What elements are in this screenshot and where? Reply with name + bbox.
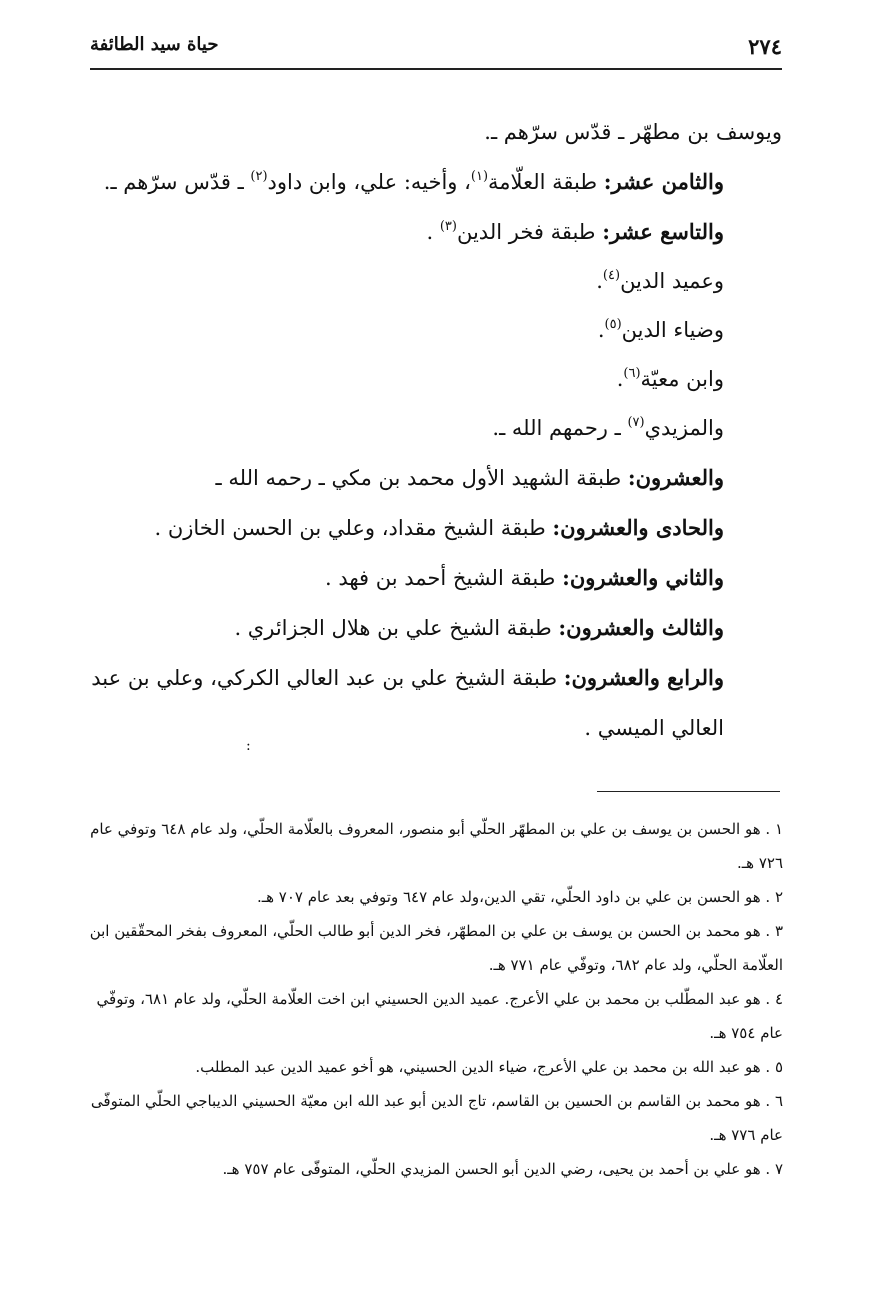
footnote-number: ٧ . — [765, 1160, 783, 1178]
line-text: . — [616, 367, 624, 391]
paragraph-text: . — [426, 220, 440, 244]
footnote-ref: (٤) — [602, 268, 621, 283]
paragraph-22 — [90, 553, 782, 603]
footnote — [88, 880, 783, 914]
paragraph-text: طبقة الشهيد الأول محمد بن مكي ـ رحمه الله ـ — [215, 466, 628, 490]
line-text: والمزيدي — [644, 416, 724, 440]
footnote-number: ٣ . — [765, 922, 783, 940]
footnote-ref: (٧) — [627, 415, 645, 430]
paragraph-heading: والثاني والعشرون: — [562, 565, 724, 590]
footnote-ref: (٣) — [439, 219, 457, 234]
line-text: ـ رحمهم الله ـ. — [492, 416, 628, 440]
footnote-ref: (٦) — [623, 366, 641, 381]
paragraph-text: طبقة الشيخ علي بن عبد العالي الكركي، وعلي بن عبد العالي الميسي . — [91, 666, 724, 740]
footnote-ref: (٢) — [250, 169, 268, 184]
text-line-diya — [90, 306, 782, 355]
page-header — [90, 30, 782, 66]
footnote-number: ١ . — [765, 820, 783, 838]
footnote-ref: (٥) — [604, 317, 622, 332]
running-title: حياة سيد الطائفة — [90, 34, 219, 55]
paragraph-24 — [90, 653, 782, 753]
paragraph-text: طبقة فخر الدين — [456, 220, 603, 244]
footnote — [88, 1084, 783, 1152]
footnote — [88, 812, 783, 880]
footnote-number: ٤ . — [765, 990, 783, 1008]
main-text — [90, 108, 782, 753]
paragraph-heading: والحادى والعشرون: — [552, 515, 724, 540]
footnote-number: ٢ . — [765, 888, 783, 906]
footnote — [88, 982, 783, 1050]
paragraph-heading: والثالث والعشرون: — [558, 615, 724, 640]
paragraph-text: طبقة الشيخ مقداد، وعلي بن الحسن الخازن . — [154, 516, 553, 540]
footnote-text: هو محمد بن الحسن بن يوسف بن علي بن المطهّر، فخر الدين أبو طالب الحلّي، المعروف بفخر المحقّقين ابن العلّامة الحلّي، ولد عام ٦٨٢، وتوفّي عام ٧٧١ هـ. — [89, 922, 783, 974]
text-line-amid — [90, 257, 782, 306]
footnote-text: هو عبد المطّلب بن محمد بن علي الأعرج. عميد الدين الحسيني ابن اخت العلّامة الحلّي، ولد عام ٦٨١، وتوفّي عام ٧٥٤ هـ. — [96, 990, 783, 1042]
footnote-text: هو علي بن أحمد بن يحيى، رضي الدين أبو الحسن المزيدي الحلّي، المتوفّى عام ٧٥٧ هـ. — [222, 1160, 766, 1178]
footnote-text: هو محمد بن القاسم بن الحسين بن القاسم، تاج الدين أبو عبد الله ابن معيّة الحسيني الديباجي الحلّي المتوفّى عام ٧٧٦ هـ. — [90, 1092, 783, 1144]
text-line-muiyya — [90, 355, 782, 404]
paragraph-text: طبقة العلّامة — [488, 170, 604, 194]
footnote-number: ٥ . — [765, 1058, 783, 1076]
paragraph-text: طبقة الشيخ أحمد بن فهد . — [325, 566, 563, 590]
paragraph-19 — [90, 207, 782, 257]
text-line-mazidi — [90, 404, 782, 453]
paragraph-23 — [90, 603, 782, 653]
line-text: وعميد الدين — [620, 269, 724, 293]
paragraph-heading: والعشرون: — [627, 465, 724, 490]
line-text: وابن معيّة — [640, 367, 724, 391]
paragraph-20 — [90, 453, 782, 503]
footnote-ref: (١) — [470, 169, 489, 184]
paragraph-18 — [90, 157, 782, 207]
footnote — [88, 1050, 783, 1084]
text-line: ويوسف بن مطهّر ـ قدّس سرّهم ـ. — [484, 120, 782, 144]
footnote-number: ٦ . — [765, 1092, 783, 1110]
line-text: . — [597, 318, 605, 342]
paragraph-heading: والتاسع عشر: — [602, 219, 724, 244]
paragraph-text: ، وأخيه: علي، وابن داود — [267, 170, 471, 194]
header-rule — [90, 68, 782, 70]
footnote-text: هو الحسن بن علي بن داود الحلّي، تقي الدين،ولد عام ٦٤٧ وتوفي بعد عام ٧٠٧ هـ. — [256, 888, 766, 906]
footnote-text: هو عبد الله بن محمد بن علي الأعرج، ضياء الدين الحسيني، هو أخو عميد الدين عبد المطلب. — [195, 1058, 766, 1076]
footnote-text: هو الحسن بن يوسف بن علي بن المطهّر الحلّي أبو منصور، المعروف بالعلّامة الحلّي، ولد عام ٦٤٨ وتوفي عام ٧٢٦ هـ. — [90, 820, 783, 872]
footnote-separator — [597, 791, 780, 792]
stray-mark: : — [246, 738, 251, 754]
footnotes — [88, 812, 783, 1186]
page-number: ٢٧٤ — [748, 34, 782, 59]
footnote — [88, 914, 783, 982]
paragraph-text: ـ قدّس سرّهم ـ. — [103, 170, 251, 194]
paragraph-21 — [90, 503, 782, 553]
line-text: وضياء الدين — [621, 318, 724, 342]
paragraph-heading: والرابع والعشرون: — [563, 665, 724, 690]
paragraph-text: طبقة الشيخ علي بن هلال الجزائري . — [234, 616, 559, 640]
line-text: . — [596, 269, 603, 293]
paragraph-heading: والثامن عشر: — [603, 169, 724, 194]
footnote — [88, 1152, 783, 1186]
